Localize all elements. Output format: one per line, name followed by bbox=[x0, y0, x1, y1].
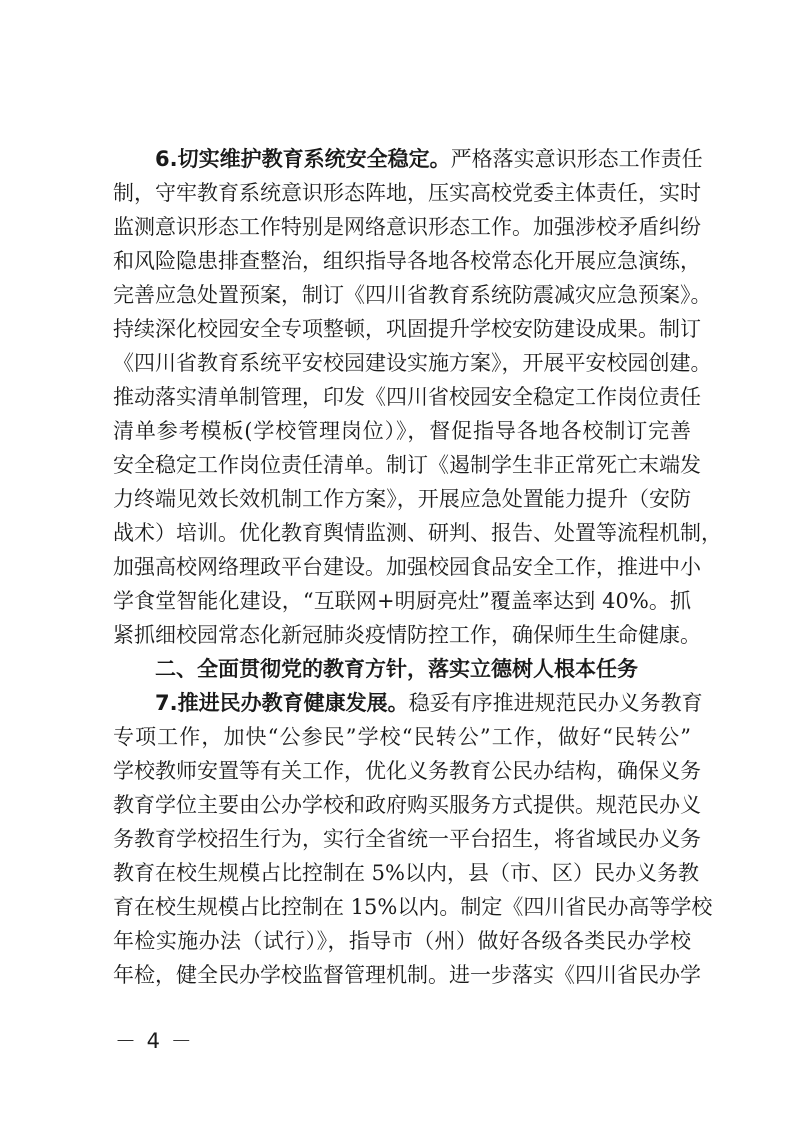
section-6-line: 推动落实清单制管理，印发《四川省校园安全稳定工作岗位责任 bbox=[113, 385, 701, 409]
section-6-line: 持续深化校园安全专项整顿，巩固提升学校安防建设成果。制订 bbox=[113, 317, 701, 341]
section-6-line: 紧抓细校园常态化新冠肺炎疫情防控工作，确保师生生命健康。 bbox=[113, 623, 701, 647]
section-6-line: 制，守牢教育系统意识形态阵地，压实高校党委主体责任，实时 bbox=[113, 181, 701, 205]
section-6-line: 加强高校网络理政平台建设。加强校园食品安全工作，推进中小 bbox=[113, 555, 701, 579]
section-7-line: 学校教师安置等有关工作，优化义务教育公民办结构，确保义务 bbox=[113, 759, 701, 783]
section-7-line: 育在校生规模占比控制在 15%以内。制定《四川省民办高等学校 bbox=[113, 895, 713, 919]
page-number: － 4 － bbox=[115, 1029, 194, 1053]
section-7-line: 教育学位主要由公办学校和政府购买服务方式提供。规范民办义 bbox=[113, 793, 701, 817]
section-7-first-line bbox=[155, 686, 703, 720]
section-6-title: 6.切实维护教育系统安全稳定。 bbox=[155, 147, 451, 171]
section-heading-2: 二、全面贯彻党的教育方针，落实立德树人根本任务 bbox=[155, 657, 638, 681]
section-7-line: 务教育学校招生行为，实行全省统一平台招生，将省域民办义务 bbox=[113, 827, 701, 851]
section-6-first-line-rest: 严格落实意识形态工作责任 bbox=[450, 147, 703, 171]
section-6-line: 力终端见效长效机制工作方案》，开展应急处置能力提升（安防 bbox=[113, 487, 691, 511]
section-7-title: 7.推进民办教育健康发展。 bbox=[155, 691, 409, 715]
section-6-first-line bbox=[155, 142, 703, 176]
section-6-line: 监测意识形态工作特别是网络意识形态工作。加强涉校矛盾纠纷 bbox=[113, 215, 701, 239]
section-7-line: 年检实施办法（试行）》，指导市（州）做好各级各类民办学校 bbox=[113, 929, 691, 953]
section-6-line: 安全稳定工作岗位责任清单。制订《遏制学生非正常死亡末端发 bbox=[113, 453, 701, 477]
section-7-first-line-rest: 稳妥有序推进规范民办义务教育 bbox=[408, 691, 703, 715]
section-6-line: 清单参考模板(学校管理岗位）》，督促指导各地各校制订完善 bbox=[113, 419, 691, 443]
section-7-line: 教育在校生规模占比控制在 5%以内，县（市、区）民办义务教 bbox=[113, 861, 699, 885]
section-6-line: 和风险隐患排查整治，组织指导各地各校常态化开展应急演练， bbox=[113, 249, 701, 273]
section-6-line: 完善应急处置预案，制订《四川省教育系统防震减灾应急预案》。 bbox=[113, 283, 712, 307]
section-6-line: 《四川省教育系统平安校园建设实施方案》，开展平安校园创建。 bbox=[113, 351, 712, 375]
section-7-line: 专项工作，加快“公参民”学校“民转公”工作，做好“民转公” bbox=[113, 725, 691, 749]
section-7-line: 年检，健全民办学校监督管理机制。进一步落实《四川省民办学 bbox=[113, 963, 701, 987]
section-6-line: 学食堂智能化建设，“互联网+明厨亮灶”覆盖率达到 40%。抓 bbox=[113, 589, 691, 613]
section-6-line: 战术）培训。优化教育舆情监测、研判、报告、处置等流程机制， bbox=[113, 521, 722, 545]
